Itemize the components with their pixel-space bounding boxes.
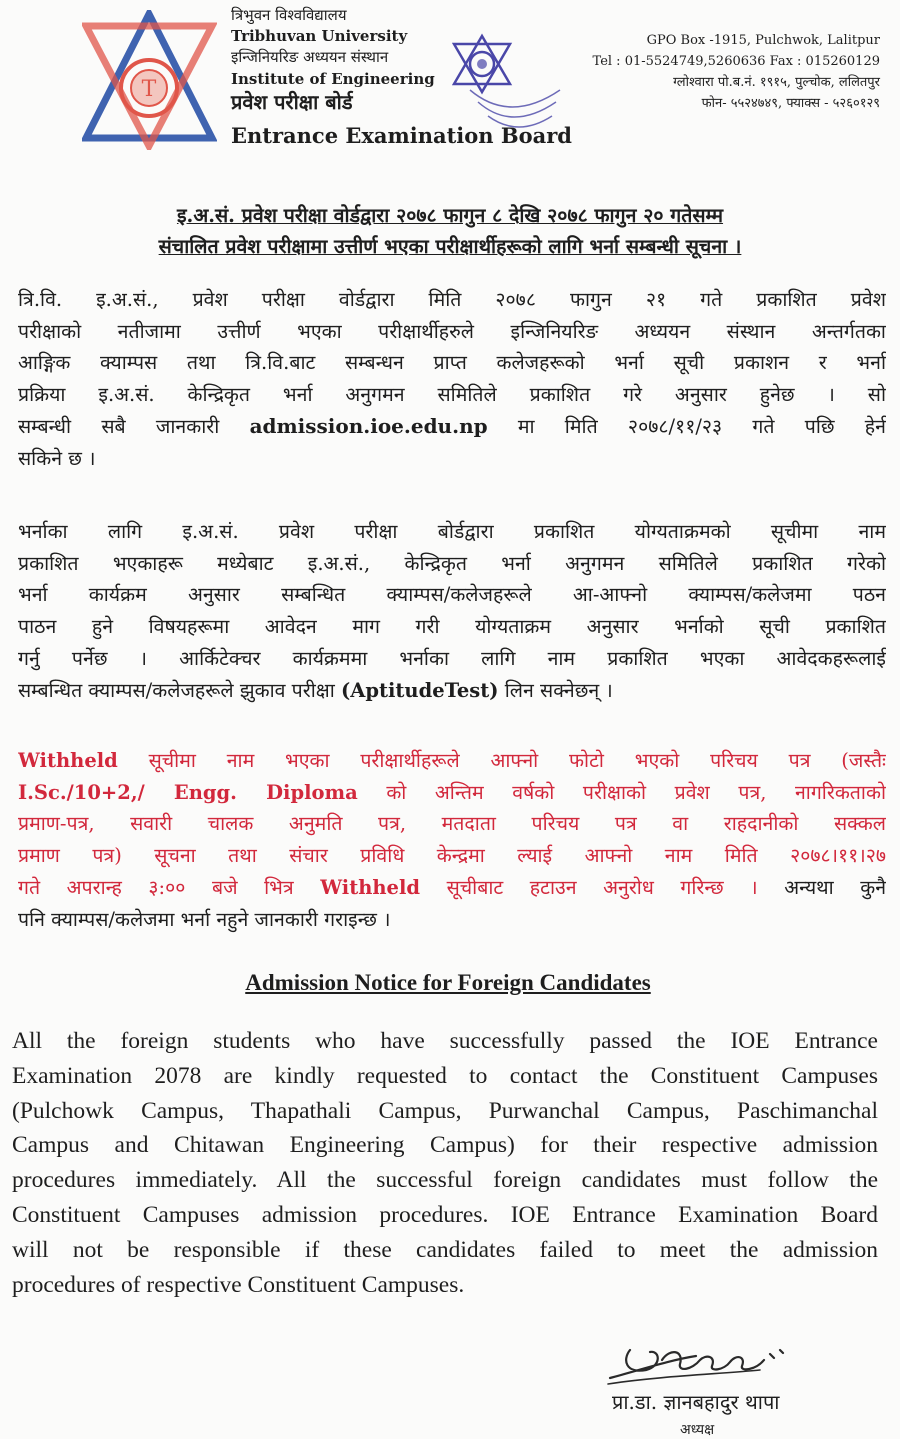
signatory-role: अध्यक्ष: [680, 1422, 715, 1438]
paragraph-admission-process: [18, 516, 886, 706]
phone-np: फोन- ५५२४७४९, फ्याक्स - ५२६०१२९: [701, 96, 880, 111]
phone-en: Tel : 01-5524749,5260636 Fax : 015260129: [592, 54, 880, 69]
paragraph-line: भर्नाका लागि इ.अ.सं. प्रवेश परीक्षा बोर्डद्वारा प्रकाशित योग्यताक्रमको सूचीमा नाम: [18, 520, 886, 543]
svg-text:T: T: [141, 77, 157, 102]
university-name-np: त्रिभुवन विश्वविद्यालय: [231, 6, 347, 24]
paragraph-results-publication: [18, 284, 886, 474]
text-span: मा मिति २०७८/११/२३ गते पछि हेर्न: [517, 414, 886, 438]
qualification-label: I.Sc./10+2,/ Engg. Diploma: [18, 780, 358, 804]
paragraph-line: प्रमाण पत्र) सूचना तथा संचार प्रविधि केन्द्रमा ल्याई आफ्नो नाम मिति २०७८।११।२७: [18, 844, 886, 868]
signatory-name: प्रा.डा. ज्ञानबहादुर थापा: [612, 1390, 780, 1414]
tribhuvan-university-logo: [82, 10, 217, 150]
board-name-np: प्रवेश परीक्षा बोर्ड: [231, 90, 353, 114]
paragraph-line: पाठन हुने विषयहरूमा आवेदन माग गरी योग्यताक्रम अनुसार भर्नाको सूची प्रकाशित: [18, 615, 886, 639]
address-en: GPO Box -1915, Pulchwok, Lalitpur: [646, 33, 880, 48]
paragraph-line: पनि क्याम्पस/कलेजमा भर्ना नहुने जानकारी गराइन्छ ।: [18, 907, 391, 931]
text-span: सूचीमा नाम भएका परीक्षार्थीहरूले आफ्नो फोटो भएको परिचय पत्र (जस्तैः: [148, 749, 886, 772]
foreign-candidates-heading: Admission Notice for Foreign Candidates: [245, 970, 651, 995]
text-span: लिन सक्नेछन् ।: [504, 678, 613, 702]
address-np: ग्लोश्वारा पो.ब.नं. १९१५, पुल्चोक, ललितपुर: [673, 75, 880, 90]
text-span: अन्यथा कुनै: [784, 875, 886, 899]
paragraph-line: प्रमाण-पत्र, सवारी चालक अनुमति पत्र, मतदाता परिचय पत्र वा राहदानीको सक्कल: [18, 812, 886, 836]
paragraph-line: (Pulchowk Campus, Thapathali Campus, Purwanchal Campus, Paschimanchal: [12, 1097, 878, 1124]
aptitude-test-label: (AptitudeTest): [341, 678, 499, 702]
institute-name-en: Institute of Engineering: [231, 70, 435, 88]
handwritten-signature: [600, 1330, 810, 1390]
paragraph-line: Examination 2078 are kindly requested to contact the Constituent Campuses: [12, 1062, 878, 1089]
paragraph-withheld-notice: [18, 745, 886, 935]
withheld-label: Withheld: [320, 875, 421, 899]
paragraph-line: भर्ना कार्यक्रम अनुसार सम्बन्धित क्याम्पस/कलेजहरूले आ-आफ्नो क्याम्पस/कलेजमा पठन: [18, 583, 886, 607]
text-span: सम्बन्धित क्याम्पस/कलेजहरूले झुकाव परीक्षा: [18, 678, 335, 702]
paragraph-line: सकिने छ ।: [18, 446, 96, 470]
withheld-label: Withheld: [18, 749, 118, 772]
paragraph-line: [18, 745, 886, 777]
paragraph-line: All the foreign students who have successfully passed the IOE Entrance: [12, 1028, 878, 1054]
header-contact-block: [550, 34, 880, 118]
board-name-en: Entrance Examination Board: [231, 123, 572, 148]
text-span: सम्बन्धी सबै जानकारी: [18, 414, 220, 438]
paragraph-line: procedures of respective Constituent Campuses.: [12, 1271, 465, 1298]
university-name-en: Tribhuvan University: [231, 27, 408, 45]
paragraph-line: परीक्षाको नतीजामा उत्तीर्ण भएका परीक्षार्थीहरुले इन्जिनियरिङ अध्ययन संस्थान अन्तर्गतका: [18, 319, 886, 343]
paragraph-line: Campus and Chitawan Engineering Campus) for their respective admission: [12, 1132, 878, 1159]
admission-website-link[interactable]: admission.ioe.edu.np: [249, 413, 488, 438]
text-span: को अन्तिम वर्षको परीक्षाको प्रवेश पत्र, नागरिकताको: [386, 780, 886, 804]
notice-title-line-2: संचालित प्रवेश परीक्षामा उत्तीर्ण भएका परीक्षार्थीहरूको लागि भर्ना सम्बन्धी सूचना ।: [158, 235, 742, 258]
paragraph-line: प्रकाशित भएकाहरू मध्येबाट इ.अ.सं., केन्द्रिकृत भर्ना अनुगमन समितिले प्रकाशित गरेको: [18, 551, 886, 575]
notice-title: [30, 200, 870, 262]
paragraph-line: will not be responsible if these candidates failed to meet the admission: [12, 1236, 878, 1263]
paragraph-line: [18, 675, 886, 707]
notice-title-line-1: इ.अ.सं. प्रवेश परीक्षा वोर्डद्वारा २०७८ फागुन ८ देखि २०७८ फागुन २० गतेसम्म: [176, 204, 724, 227]
paragraph-line: [18, 411, 886, 443]
paragraph-line: आङ्गिक क्याम्पस तथा त्रि.वि.बाट सम्बन्धन प्राप्त कलेजहरूको भर्ना सूची प्रकाशन र भर्ना: [18, 351, 886, 375]
institute-name-np: इन्जिनियरिङ अध्ययन संस्थान: [231, 48, 389, 66]
text-span: गते अपरान्ह ३:०० बजे भित्र: [18, 875, 294, 899]
paragraph-line: [18, 777, 886, 809]
paragraph-line: प्रक्रिया इ.अ.सं. केन्द्रिकृत भर्ना अनुगमन समितिले प्रकाशित गरे अनुसार हुनेछ । सो: [18, 383, 886, 407]
paragraph-line: [18, 872, 886, 904]
paragraph-line: procedures immediately. All the successful foreign candidates must follow the: [12, 1167, 878, 1194]
text-span: सूचीबाट हटाउन अनुरोध गरिन्छ ।: [446, 875, 758, 899]
foreign-candidates-paragraph: [12, 1024, 878, 1302]
paragraph-line: गर्नु पर्नेछ । आर्किटेक्चर कार्यक्रममा भर्नाका लागि नाम प्रकाशित भएका आवेदकहरूलाई: [18, 646, 886, 670]
paragraph-line: त्रि.वि. इ.अ.सं., प्रवेश परीक्षा वोर्डद्वारा मिति २०७८ फागुन २१ गते प्रकाशित प्रवेश: [18, 288, 886, 311]
paragraph-line: Constituent Campuses admission procedures. IOE Entrance Examination Board: [12, 1201, 878, 1228]
